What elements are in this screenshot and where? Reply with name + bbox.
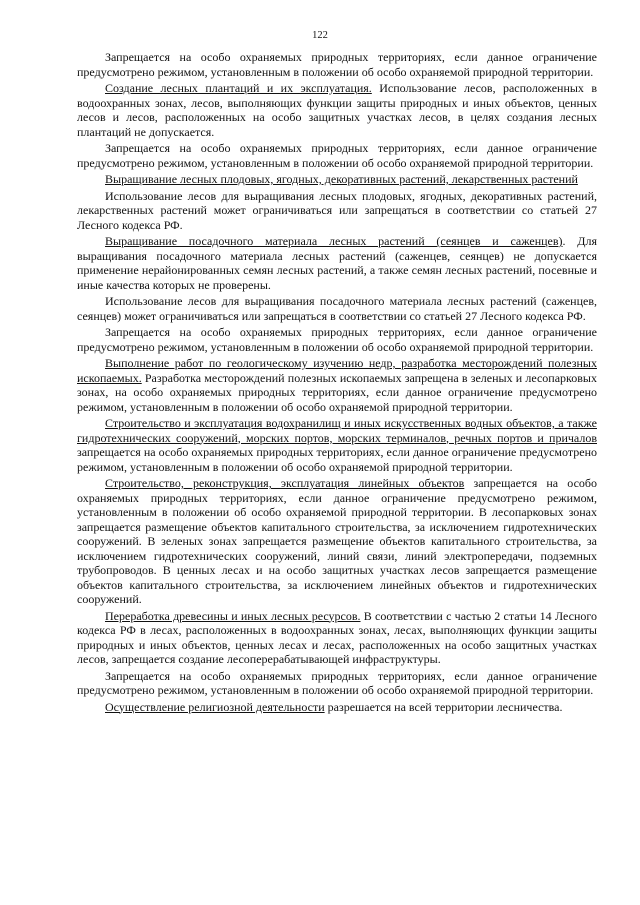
paragraph xyxy=(77,416,597,474)
paragraph-text: Запрещается на особо охраняемых природных территориях, если данное ограничение предусмотрено режимом, установленным в положении об особо охраняемой природной территории. xyxy=(77,325,597,354)
paragraph xyxy=(77,356,597,414)
paragraph-text: Использование лесов для выращивания посадочного материала лесных растений (саженцев, сеянцев) может ограничиваться или запрещаться в соответствии со статьей 27 Лесного кодекса РФ. xyxy=(77,294,597,323)
paragraph xyxy=(77,189,597,233)
paragraph-text: запрещается на особо охраняемых природных территориях, если данное ограничение предусмотрено режимом, установленным в положении об особо охраняемой природной территории. xyxy=(77,445,597,474)
document-body xyxy=(77,50,597,716)
paragraph-text: Использование лесов, расположенных в водоохранных зонах, лесов, выполняющих функции защиты природных и иных объектов, ценных лесов и лесов, расположенных на особо защитных участках лесов, в целях создания лесных плантаций не допускается. xyxy=(77,81,597,139)
paragraph-heading: Переработка древесины и иных лесных ресурсов. xyxy=(105,608,361,623)
paragraph-text: . Для выращивания посадочного материала лесных растений (саженцев, сеянцев) не допускается применение нерайонированных семян лесных растений, а также семян лесных растений, посевные и иные качества которых не проверены. xyxy=(77,234,597,292)
paragraph-text: Запрещается на особо охраняемых природных территориях, если данное ограничение предусмотрено режимом, установленным в положении об особо охраняемой природной территории. xyxy=(77,668,597,697)
paragraph xyxy=(77,669,597,698)
paragraph-heading: Строительство, реконструкция, эксплуатация линейных объектов xyxy=(105,476,465,490)
paragraph-text: запрещается на особо охраняемых природных территориях, если данное ограничение предусмотрено режимом, установленным в положении об особо охраняемой природной территории. В лесопарковых зонах запрещается размещение объектов капитального строительства, за исключением гидротехнических сооружений. В зеленых зонах запрещается размещение объектов капитального строительства, за исключением гидротехнических сооружений, линий связи, линий электропередачи, подземных трубопроводов. В ценных лесах и на особо защитных участках лесов запрещается размещение объектов капитального строительства, за исключением линейных объектов и гидротехнических сооружений. xyxy=(77,476,597,606)
paragraph-heading: Выполнение работ по геологическому изучению недр, разработка месторождений полезных ископаемых. xyxy=(77,356,597,385)
paragraph xyxy=(77,609,597,667)
paragraph xyxy=(77,476,597,607)
paragraph xyxy=(77,234,597,292)
paragraph-text: Разработка месторождений полезных ископаемых запрещена в зеленых и лесопарковых зонах, на особо охраняемых природных территориях, если данное ограничение предусмотрено режимом, установленным в положении об особо охраняемой природной территории. xyxy=(77,370,597,414)
page-number: 122 xyxy=(312,30,328,41)
paragraph xyxy=(77,325,597,354)
paragraph-heading: Строительство и эксплуатация водохранилищ и иных искусственных водных объектов, а также гидротехнических сооружений, морских портов, морских терминалов, речных портов и причалов xyxy=(77,416,597,445)
paragraph xyxy=(77,700,597,715)
paragraph xyxy=(77,50,597,79)
paragraph xyxy=(77,81,597,139)
paragraph-text: Запрещается на особо охраняемых природных территориях, если данное ограничение предусмотрено режимом, установленным в положении об особо охраняемой природной территории. xyxy=(77,141,597,170)
paragraph-text: Запрещается на особо охраняемых природных территориях, если данное ограничение предусмотрено режимом, установленным в положении об особо охраняемой природной территории. xyxy=(77,50,597,79)
paragraph-text: разрешается на всей территории лесничества. xyxy=(324,699,563,714)
paragraph-heading: Выращивание лесных плодовых, ягодных, декоративных растений, лекарственных растений xyxy=(105,172,578,186)
paragraph xyxy=(77,172,597,187)
paragraph-heading: Осуществление религиозной деятельности xyxy=(105,699,325,714)
paragraph-heading: Создание лесных плантаций и их эксплуатация. xyxy=(105,81,372,95)
paragraph-heading: Выращивание посадочного материала лесных растений (сеянцев и саженцев) xyxy=(105,234,563,248)
paragraph xyxy=(77,294,597,323)
paragraph xyxy=(77,141,597,170)
paragraph-text: Использование лесов для выращивания лесных плодовых, ягодных, декоративных растений, лекарственных растений может ограничиваться или запрещаться в соответствии со статьей 27 Лесного кодекса РФ. xyxy=(77,188,597,232)
paragraph-text: В соответствии с частью 2 статьи 14 Лесного кодекса РФ в лесах, расположенных в водоохранных зонах, лесах, выполняющих функции защиты природных и иных объектов, ценных лесах и лесах, расположенных на особо защитных участках лесов, запрещается создание лесоперерабатывающей инфраструктуры. xyxy=(77,608,597,666)
